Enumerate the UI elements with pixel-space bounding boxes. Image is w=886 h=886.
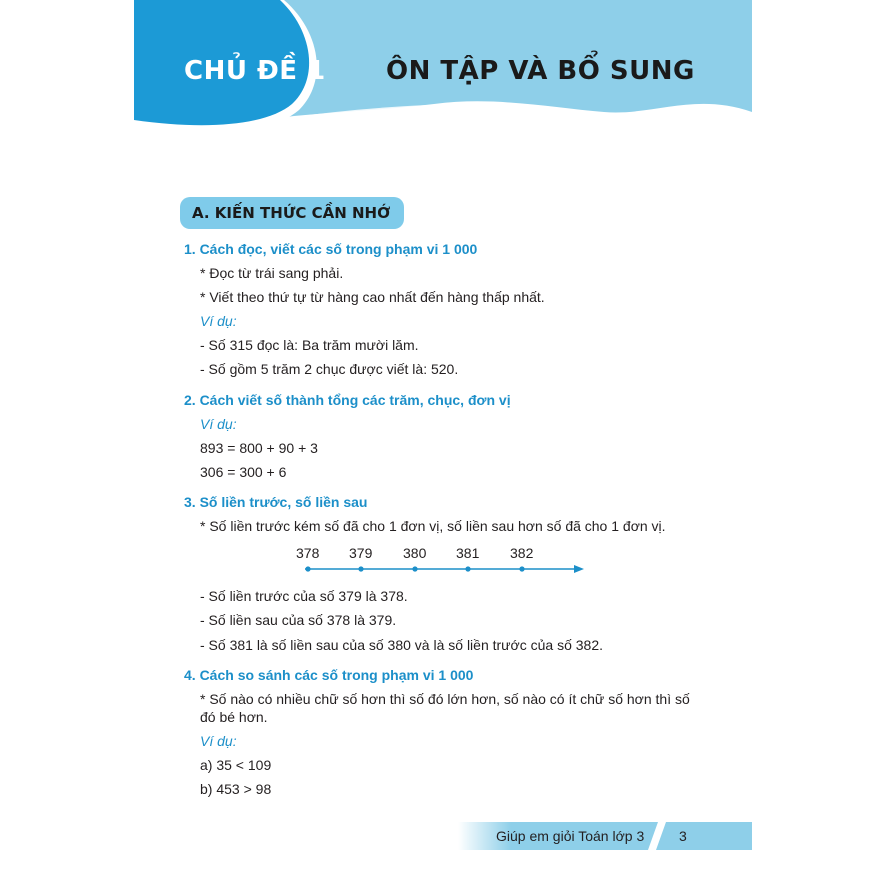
number-line-label: 379	[349, 545, 373, 561]
part1-example-2: - Số gồm 5 trăm 2 chục được viết là: 520.	[200, 361, 459, 377]
part3-example-2: - Số liền sau của số 378 là 379.	[200, 612, 397, 628]
part2-heading: 2. Cách viết số thành tổng các trăm, chục, đơn vị	[184, 392, 511, 408]
number-line-label: 380	[403, 545, 427, 561]
number-line-tick	[519, 566, 524, 571]
part4-rule-line-1: * Số nào có nhiều chữ số hơn thì số đó lớn hơn, số nào có ít chữ số hơn thì số	[200, 691, 690, 707]
part3-heading: 3. Số liền trước, số liền sau	[184, 494, 368, 510]
chapter-title: ÔN TẬP VÀ BỔ SUNG	[386, 56, 695, 86]
part4-rule-line-2: đó bé hơn.	[200, 709, 268, 725]
part3-rule: * Số liền trước kém số đã cho 1 đơn vị, số liền sau hơn số đã cho 1 đơn vị.	[200, 518, 666, 534]
number-line-label: 381	[456, 545, 480, 561]
part2-example-label: Ví dụ:	[200, 416, 237, 432]
book-page	[134, 0, 752, 886]
part2-example-1: 893 = 800 + 90 + 3	[200, 440, 318, 456]
part1-rule-write: * Viết theo thứ tự từ hàng cao nhất đến hàng thấp nhất.	[200, 289, 545, 305]
part2-example-2: 306 = 300 + 6	[200, 464, 287, 480]
section-a-title: A. KIẾN THỨC CẦN NHỚ	[180, 197, 404, 229]
part1-rule-read: * Đọc từ trái sang phải.	[200, 265, 344, 281]
part4-heading: 4. Cách so sánh các số trong phạm vi 1 000	[184, 667, 474, 683]
part4-example-label: Ví dụ:	[200, 733, 237, 749]
part1-example-label: Ví dụ:	[200, 313, 237, 329]
chapter-label: CHỦ ĐỀ 1	[184, 56, 326, 86]
part1-heading: 1. Cách đọc, viết các số trong phạm vi 1 000	[184, 241, 478, 257]
number-line-label: 382	[510, 545, 534, 561]
footer-page-number: 3	[679, 828, 687, 844]
part4-example-a: a) 35 < 109	[200, 757, 272, 773]
part4-example-b: b) 453 > 98	[200, 781, 272, 797]
number-line-label: 378	[296, 545, 320, 561]
number-line-tick	[465, 566, 470, 571]
number-line-arrow-icon	[574, 565, 584, 573]
number-line-tick	[358, 566, 363, 571]
number-line	[284, 562, 584, 576]
part3-example-1: - Số liền trước của số 379 là 378.	[200, 588, 408, 604]
part1-example-1: - Số 315 đọc là: Ba trăm mười lăm.	[200, 337, 419, 353]
number-line-tick	[305, 566, 310, 571]
part3-example-3: - Số 381 là số liền sau của số 380 và là số liền trước của số 382.	[200, 637, 604, 653]
footer-book-title: Giúp em giỏi Toán lớp 3	[496, 828, 645, 844]
number-line-tick	[412, 566, 417, 571]
